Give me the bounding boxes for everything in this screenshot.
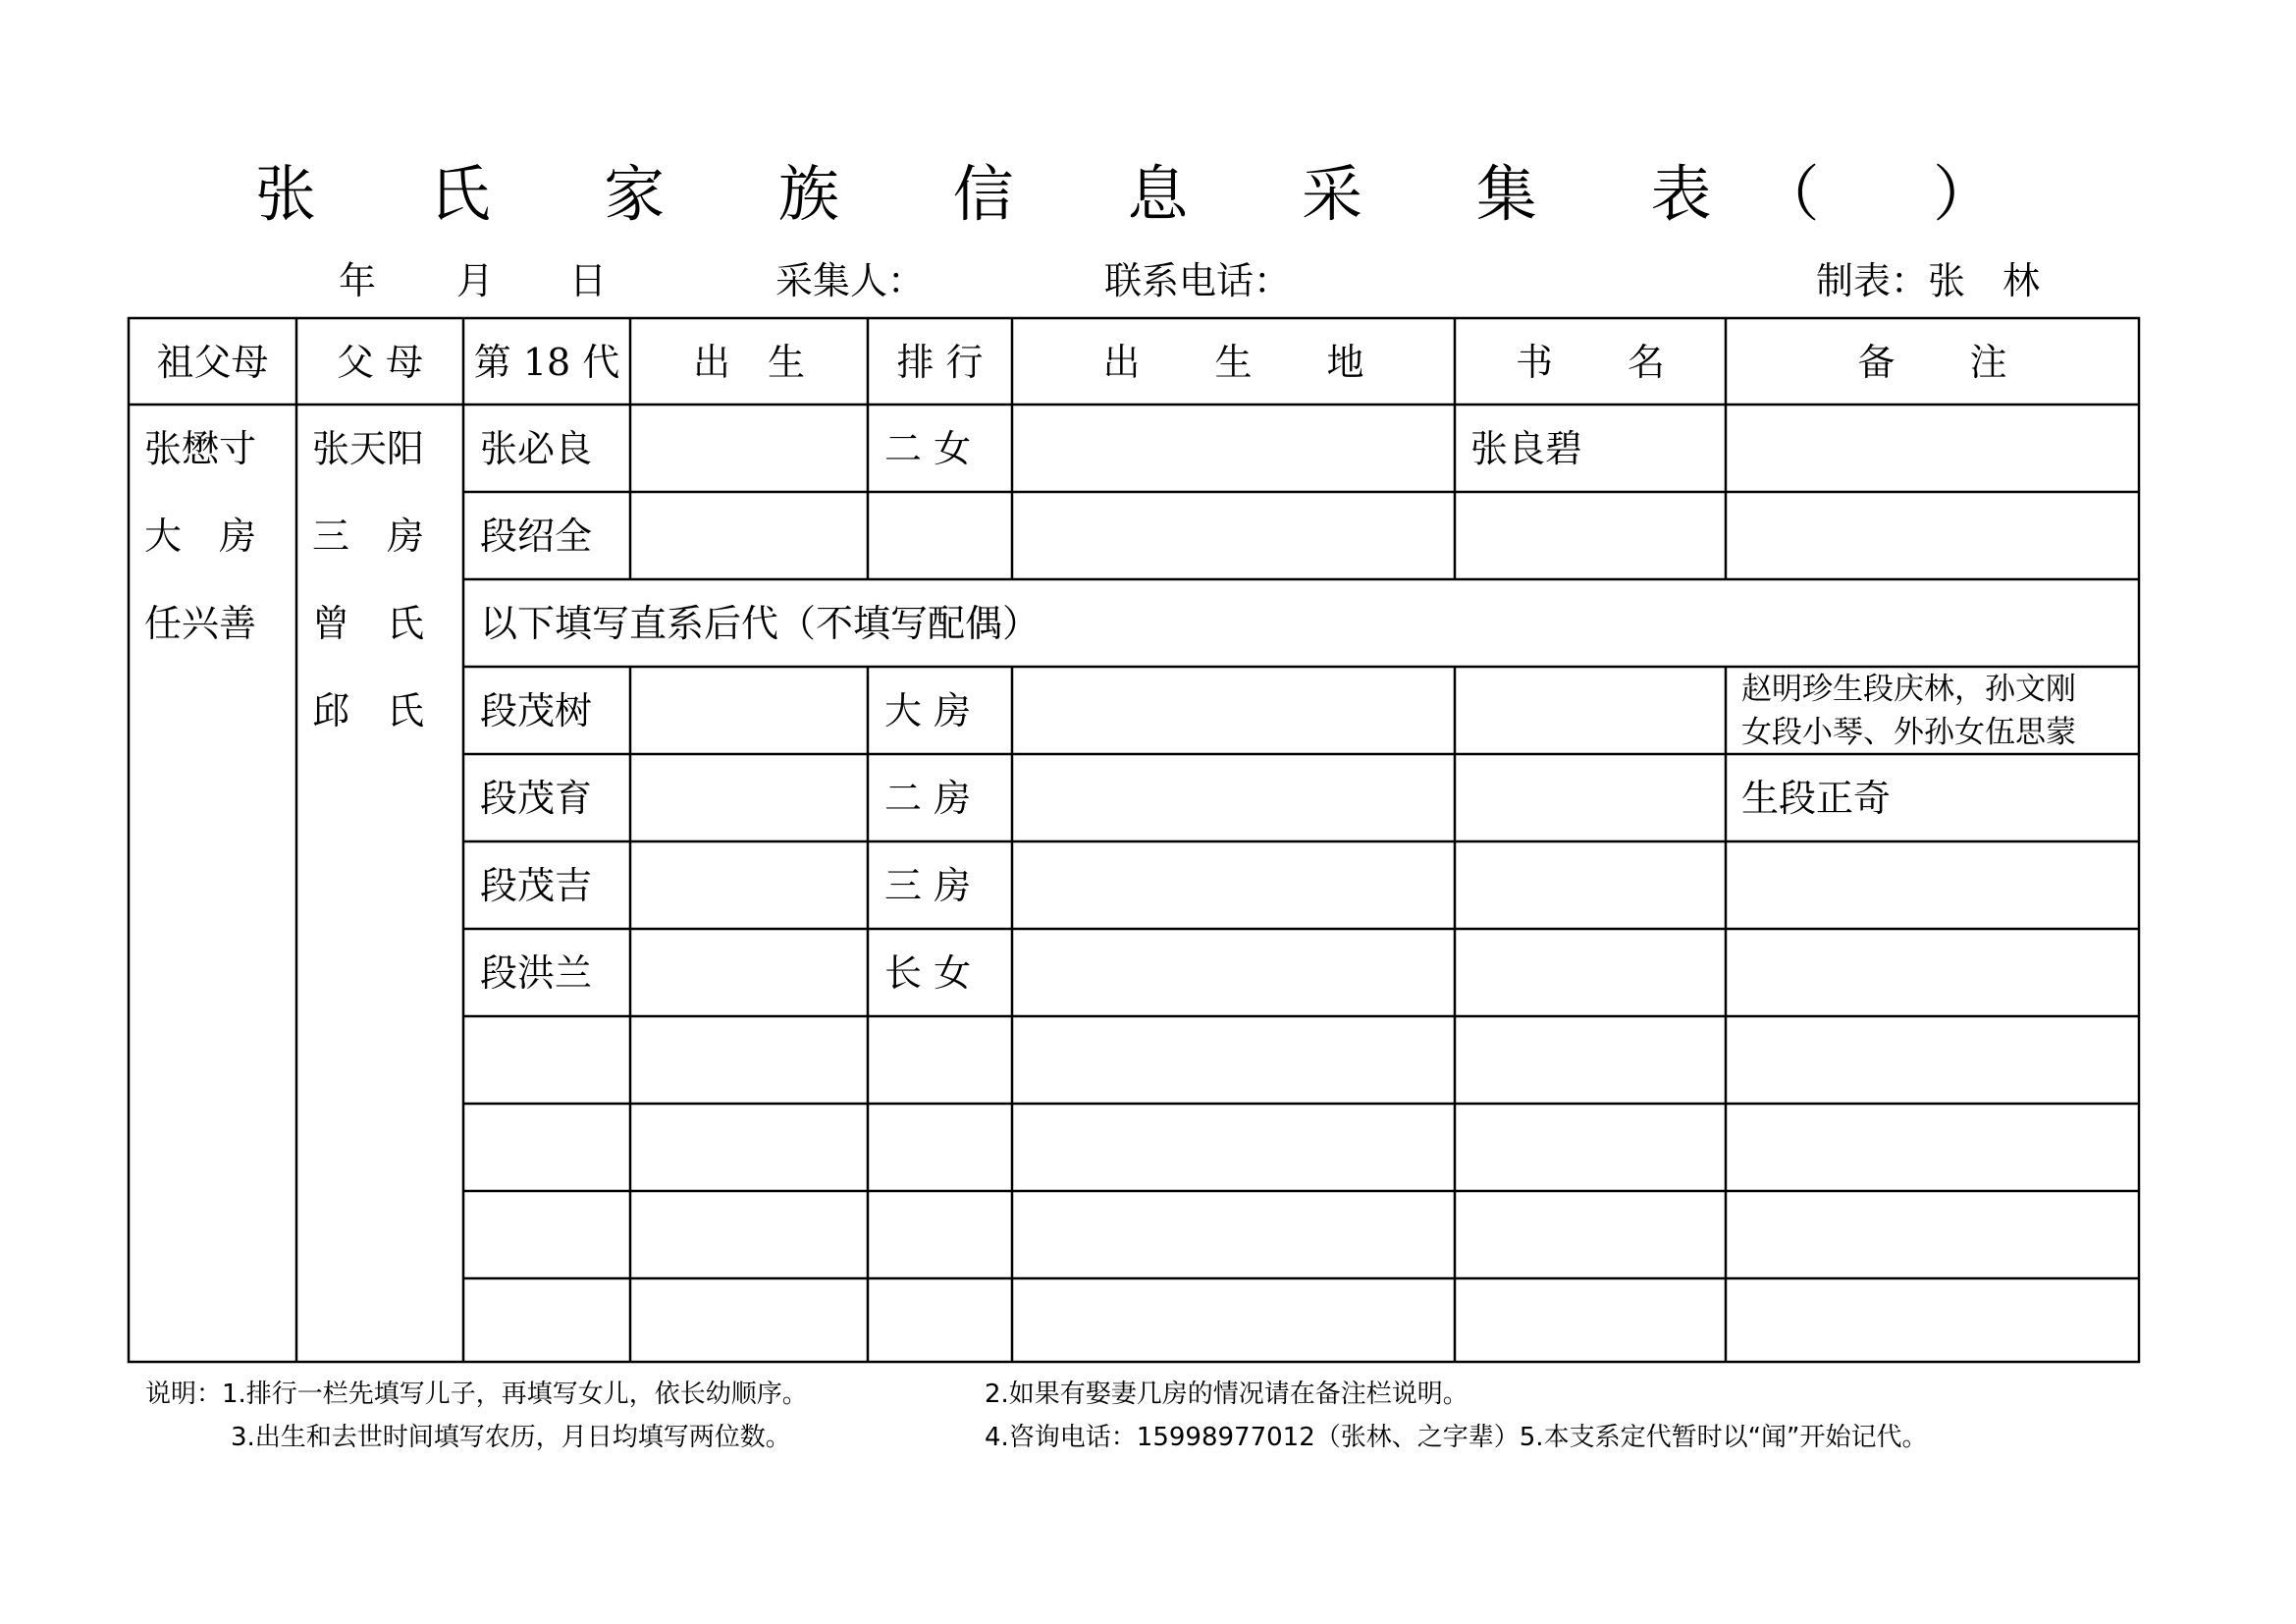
column-header-book-name: 书 名: [1515, 341, 1665, 384]
column-header-generation: 第 18 代: [473, 341, 620, 384]
mother-name-1: 曾 氏: [312, 602, 425, 645]
column-header-remark: 备 注: [1857, 341, 2007, 384]
mother-name-2: 邱 氏: [312, 689, 425, 732]
note-line2-left: 3.出生和去世时间填写农历，月日均填写两位数。: [231, 1423, 791, 1452]
grandparent-branch: 大 房: [144, 514, 257, 558]
parent-name: 张天阳: [312, 427, 425, 470]
note-line1-right: 2.如果有娶妻几房的情况请在备注栏说明。: [985, 1380, 1468, 1409]
date-year-label: 年: [339, 259, 377, 302]
phone-label: 联系电话：: [1104, 259, 1292, 302]
note-line2-right: 4.咨询电话：15998977012（张林、之字辈）5.本支系定代暂时以“闻”开始记代。: [985, 1423, 1928, 1452]
table-row-rank: 二 女: [884, 427, 972, 470]
date-day-label: 日: [569, 259, 608, 302]
table-row-spouse-name: 段绍全: [480, 514, 593, 558]
table-row-rank: 大 房: [884, 689, 972, 732]
date-month-label: 月: [456, 259, 495, 302]
table-row-rank: 三 房: [884, 864, 972, 907]
parent-branch: 三 房: [312, 514, 425, 558]
column-header-birthplace: 出 生 地: [1102, 341, 1364, 384]
grandparent-name: 张懋寸: [144, 427, 257, 470]
note-line1-left: 说明：1.排行一栏先填写儿子，再填写女儿，依长幼顺序。: [145, 1380, 808, 1409]
table-row-remark-line1: 赵明珍生段庆林，孙文刚: [1741, 672, 2076, 707]
table-row-gen-name: 段茂吉: [480, 864, 593, 907]
table-row-gen-name: 段茂树: [480, 689, 593, 732]
table-row-book-name: 张良碧: [1470, 427, 1583, 470]
table-row-remark: 生段正奇: [1741, 777, 1892, 820]
table-row-gen-name: 段茂育: [480, 777, 593, 820]
descendant-note: 以下填写直系后代（不填写配偶）: [480, 602, 1041, 645]
column-header-grandparents: 祖父母: [156, 341, 269, 384]
table-row-rank: 二 房: [884, 777, 972, 820]
table-row-remark-line2: 女段小琴、外孙女伍思蒙: [1741, 715, 2076, 750]
table-row-gen-name: 段洪兰: [480, 951, 593, 995]
column-header-parents: 父 母: [336, 341, 424, 384]
column-header-birth: 出 生: [692, 341, 805, 384]
table-row-rank: 长 女: [884, 951, 972, 995]
page-title: 张 氏 家 族 信 息 采 集 表（ ）: [254, 158, 2042, 230]
column-header-rank: 排 行: [896, 341, 984, 384]
grandmother-name: 任兴善: [144, 602, 257, 645]
table-row-gen-name: 张必良: [480, 427, 593, 470]
collector-label: 采集人：: [775, 259, 926, 302]
maker-label: 制表：张 林: [1816, 259, 2041, 302]
